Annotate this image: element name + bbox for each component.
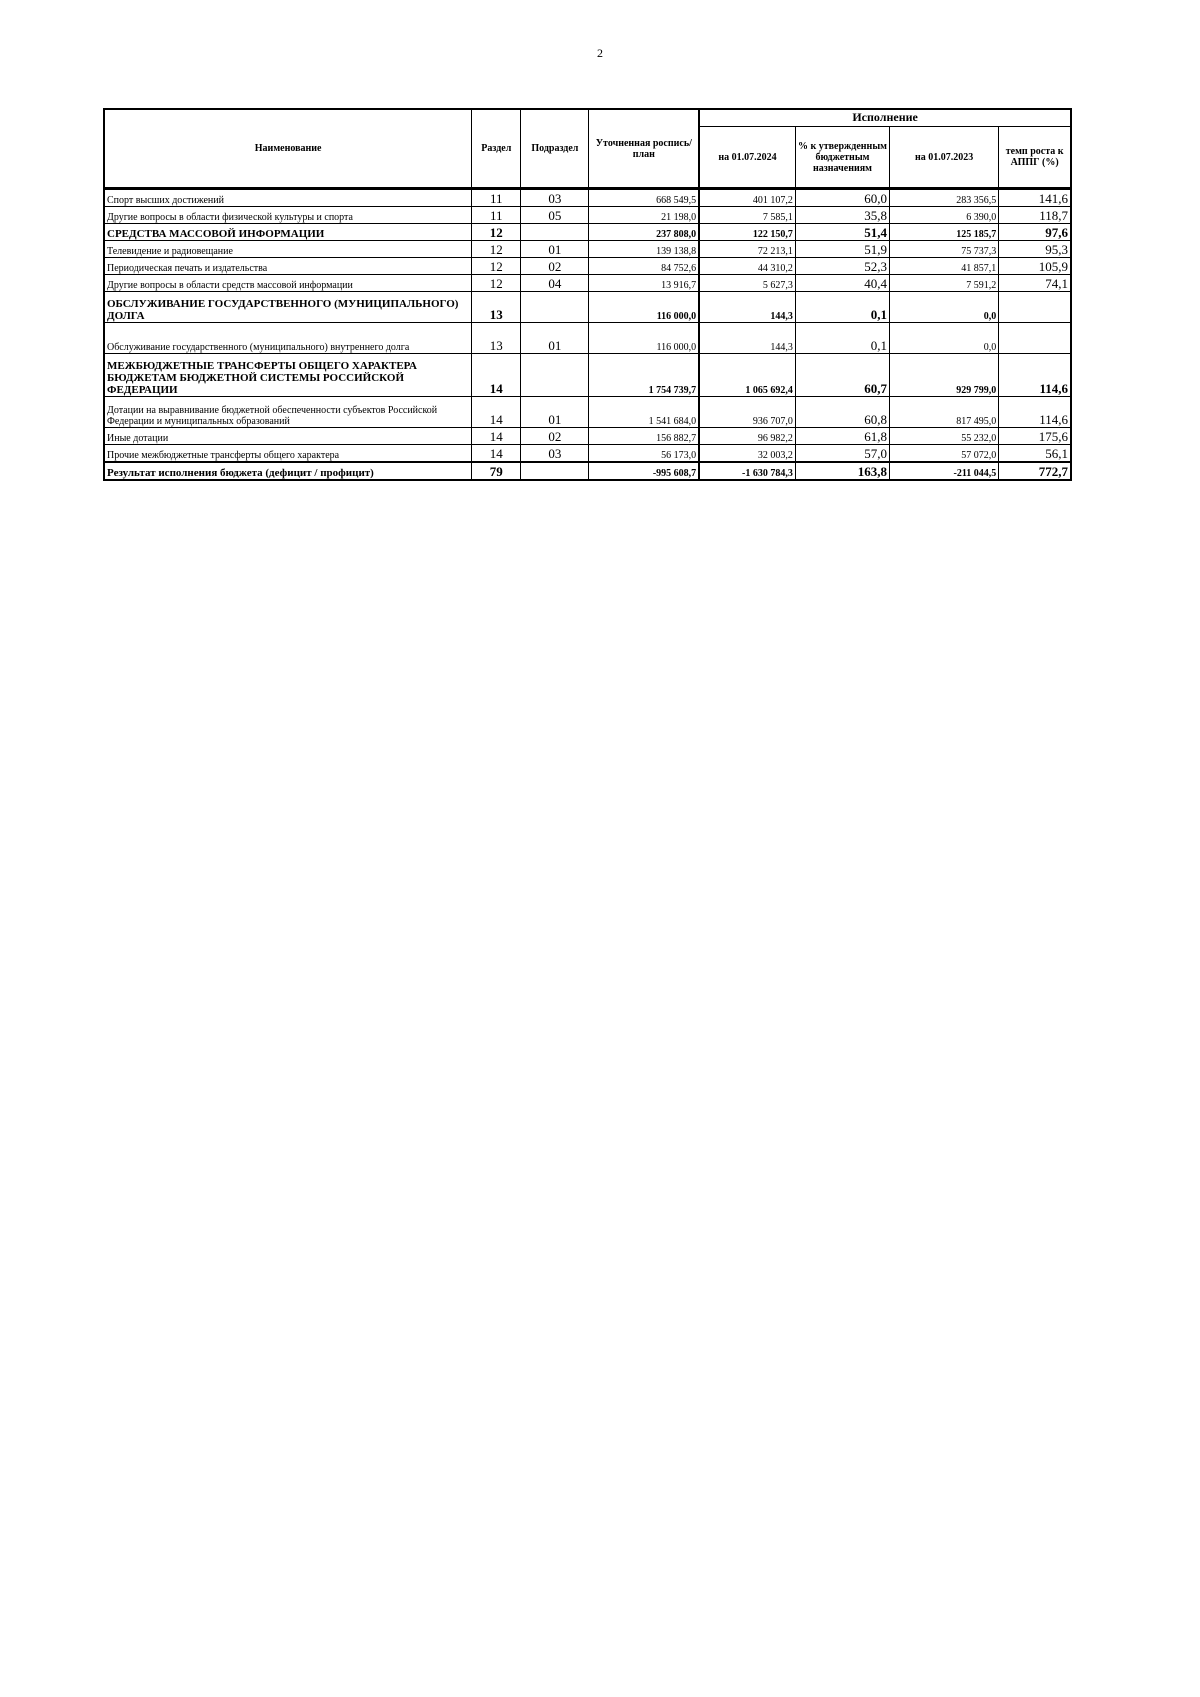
cell-subsection: 01 <box>521 241 589 258</box>
cell-section: 12 <box>472 241 521 258</box>
cell-exec-2024: 122 150,7 <box>699 224 795 241</box>
cell-pct: 40,4 <box>795 275 889 292</box>
cell-plan: 84 752,6 <box>589 258 699 275</box>
table-row-section <box>104 354 1071 397</box>
cell-name: Другие вопросы в области физической культуры и спорта <box>104 207 472 224</box>
cell-exec-2024: 144,3 <box>699 292 795 323</box>
cell-exec-2024: 936 707,0 <box>699 397 795 428</box>
cell-subsection: 05 <box>521 207 589 224</box>
cell-pct: 60,7 <box>795 354 889 397</box>
cell-subsection: 01 <box>521 397 589 428</box>
header-row-top <box>104 109 1071 127</box>
cell-growth: 175,6 <box>999 428 1071 445</box>
cell-exec-2023: 817 495,0 <box>890 397 999 428</box>
cell-name: Обслуживание государственного (муниципального) внутреннего долга <box>104 323 472 354</box>
cell-growth: 118,7 <box>999 207 1071 224</box>
cell-growth <box>999 323 1071 354</box>
header-execution-group: Исполнение <box>699 109 1071 127</box>
cell-name: МЕЖБЮДЖЕТНЫЕ ТРАНСФЕРТЫ ОБЩЕГО ХАРАКТЕРА БЮДЖЕТАМ БЮДЖЕТНОЙ СИСТЕМЫ РОССИЙСКОЙ ФЕДЕРАЦИИ <box>104 354 472 397</box>
table-row-section <box>104 224 1071 241</box>
cell-section: 14 <box>472 354 521 397</box>
header-exec-2023: на 01.07.2023 <box>890 127 999 189</box>
cell-name: Прочие межбюджетные трансферты общего характера <box>104 445 472 463</box>
cell-subsection: 03 <box>521 189 589 207</box>
cell-exec-2023: 41 857,1 <box>890 258 999 275</box>
cell-growth <box>999 292 1071 323</box>
cell-section: 13 <box>472 292 521 323</box>
table-row <box>104 275 1071 292</box>
cell-exec-2023: 283 356,5 <box>890 189 999 207</box>
cell-plan: 139 138,8 <box>589 241 699 258</box>
cell-pct: 61,8 <box>795 428 889 445</box>
cell-section: 14 <box>472 428 521 445</box>
table-row <box>104 323 1071 354</box>
table-row <box>104 397 1071 428</box>
cell-growth: 56,1 <box>999 445 1071 463</box>
table-row <box>104 428 1071 445</box>
cell-exec-2024: 401 107,2 <box>699 189 795 207</box>
cell-subsection: 04 <box>521 275 589 292</box>
cell-plan: 116 000,0 <box>589 292 699 323</box>
cell-plan: 21 198,0 <box>589 207 699 224</box>
cell-pct: 60,0 <box>795 189 889 207</box>
header-subsection: Подраздел <box>521 109 589 189</box>
cell-growth: 105,9 <box>999 258 1071 275</box>
cell-exec-2024: 5 627,3 <box>699 275 795 292</box>
cell-exec-2024: 32 003,2 <box>699 445 795 463</box>
cell-subsection <box>521 354 589 397</box>
header-plan: Уточненная роспись/план <box>589 109 699 189</box>
cell-exec-2023: 57 072,0 <box>890 445 999 463</box>
header-growth: темп роста к АППГ (%) <box>999 127 1071 189</box>
cell-name: ОБСЛУЖИВАНИЕ ГОСУДАРСТВЕННОГО (МУНИЦИПАЛЬНОГО) ДОЛГА <box>104 292 472 323</box>
cell-name: Другие вопросы в области средств массовой информации <box>104 275 472 292</box>
cell-pct: 0,1 <box>795 292 889 323</box>
cell-growth: 772,7 <box>999 462 1071 480</box>
cell-subsection <box>521 224 589 241</box>
cell-growth: 95,3 <box>999 241 1071 258</box>
cell-growth: 74,1 <box>999 275 1071 292</box>
cell-exec-2023: 125 185,7 <box>890 224 999 241</box>
cell-exec-2024: 72 213,1 <box>699 241 795 258</box>
cell-plan: -995 608,7 <box>589 462 699 480</box>
cell-section: 13 <box>472 323 521 354</box>
cell-pct: 52,3 <box>795 258 889 275</box>
cell-exec-2024: -1 630 784,3 <box>699 462 795 480</box>
header-name: Наименование <box>104 109 472 189</box>
cell-exec-2024: 144,3 <box>699 323 795 354</box>
cell-plan: 116 000,0 <box>589 323 699 354</box>
cell-exec-2023: 55 232,0 <box>890 428 999 445</box>
cell-plan: 56 173,0 <box>589 445 699 463</box>
cell-section: 14 <box>472 397 521 428</box>
cell-section: 12 <box>472 275 521 292</box>
cell-plan: 1 541 684,0 <box>589 397 699 428</box>
cell-plan: 237 808,0 <box>589 224 699 241</box>
cell-exec-2023: 75 737,3 <box>890 241 999 258</box>
cell-growth: 97,6 <box>999 224 1071 241</box>
cell-plan: 13 916,7 <box>589 275 699 292</box>
header-exec-2024: на 01.07.2024 <box>699 127 795 189</box>
cell-pct: 51,4 <box>795 224 889 241</box>
cell-section: 11 <box>472 207 521 224</box>
cell-exec-2024: 96 982,2 <box>699 428 795 445</box>
header-pct-of-plan: % к утвержденным бюджетным назначениям <box>795 127 889 189</box>
cell-pct: 60,8 <box>795 397 889 428</box>
table-row <box>104 207 1071 224</box>
page-number: 2 <box>597 46 603 60</box>
table-row <box>104 258 1071 275</box>
table-row-section <box>104 292 1071 323</box>
cell-name: Телевидение и радиовещание <box>104 241 472 258</box>
cell-growth: 114,6 <box>999 397 1071 428</box>
cell-pct: 0,1 <box>795 323 889 354</box>
cell-exec-2023: -211 044,5 <box>890 462 999 480</box>
cell-name: Спорт высших достижений <box>104 189 472 207</box>
cell-plan: 156 882,7 <box>589 428 699 445</box>
cell-plan: 668 549,5 <box>589 189 699 207</box>
cell-section: 79 <box>472 462 521 480</box>
cell-subsection: 03 <box>521 445 589 463</box>
table-row <box>104 445 1071 463</box>
table-row <box>104 189 1071 207</box>
cell-subsection <box>521 462 589 480</box>
cell-exec-2024: 44 310,2 <box>699 258 795 275</box>
table-row <box>104 241 1071 258</box>
header-section: Раздел <box>472 109 521 189</box>
cell-pct: 51,9 <box>795 241 889 258</box>
cell-pct: 57,0 <box>795 445 889 463</box>
cell-exec-2023: 0,0 <box>890 323 999 354</box>
cell-exec-2023: 929 799,0 <box>890 354 999 397</box>
cell-subsection: 01 <box>521 323 589 354</box>
cell-growth: 141,6 <box>999 189 1071 207</box>
cell-name: Дотации на выравнивание бюджетной обеспеченности субъектов Российской Федерации и муниципальных образований <box>104 397 472 428</box>
cell-exec-2023: 0,0 <box>890 292 999 323</box>
cell-exec-2023: 6 390,0 <box>890 207 999 224</box>
cell-section: 14 <box>472 445 521 463</box>
cell-section: 12 <box>472 224 521 241</box>
cell-pct: 163,8 <box>795 462 889 480</box>
cell-subsection <box>521 292 589 323</box>
cell-exec-2023: 7 591,2 <box>890 275 999 292</box>
cell-subsection: 02 <box>521 258 589 275</box>
budget-execution-table <box>103 108 1072 481</box>
cell-subsection: 02 <box>521 428 589 445</box>
cell-name: СРЕДСТВА МАССОВОЙ ИНФОРМАЦИИ <box>104 224 472 241</box>
cell-name: Результат исполнения бюджета (дефицит / профицит) <box>104 462 472 480</box>
cell-name: Иные дотации <box>104 428 472 445</box>
cell-plan: 1 754 739,7 <box>589 354 699 397</box>
table-row-result <box>104 462 1071 480</box>
cell-exec-2024: 7 585,1 <box>699 207 795 224</box>
cell-section: 11 <box>472 189 521 207</box>
cell-growth: 114,6 <box>999 354 1071 397</box>
cell-exec-2024: 1 065 692,4 <box>699 354 795 397</box>
cell-name: Периодическая печать и издательства <box>104 258 472 275</box>
cell-section: 12 <box>472 258 521 275</box>
cell-pct: 35,8 <box>795 207 889 224</box>
